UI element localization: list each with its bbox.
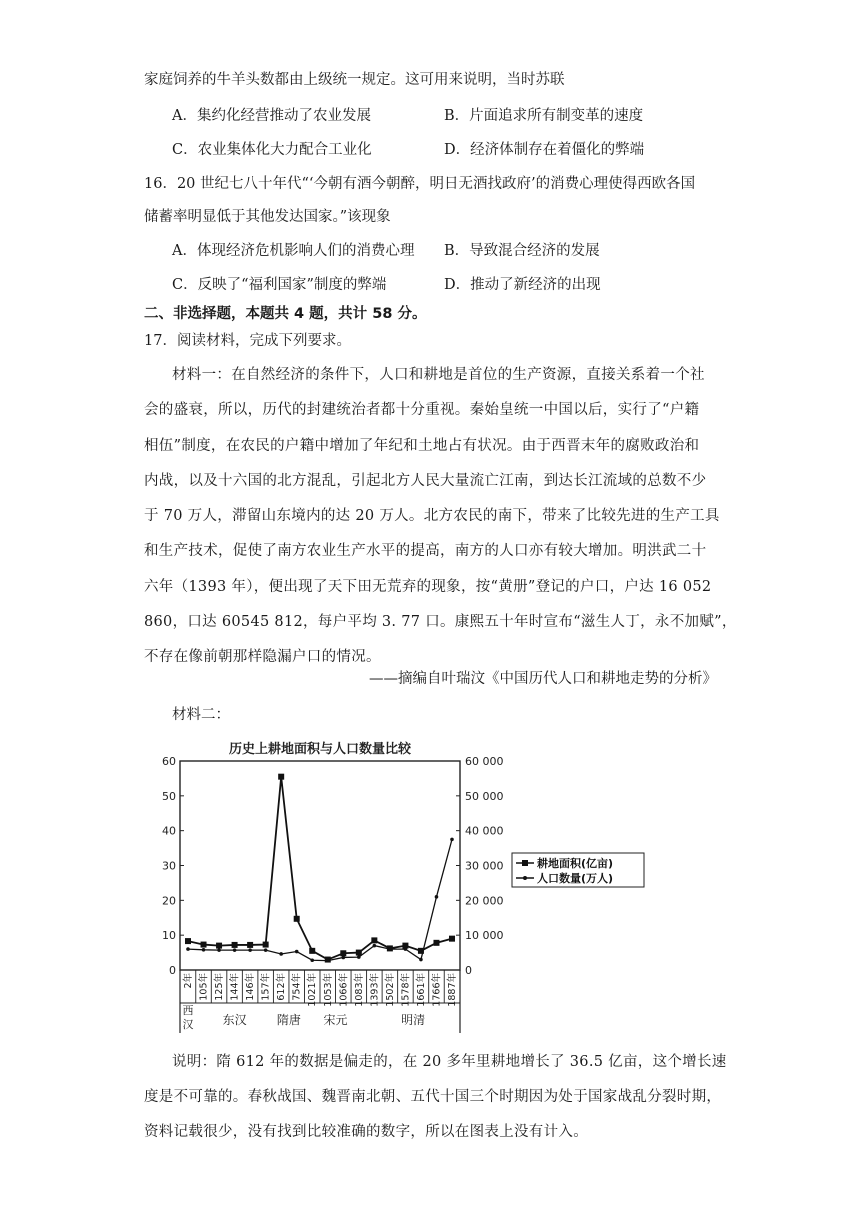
legend-label: 耕地面积(亿亩)	[537, 857, 614, 870]
material-line: 于 70 万人，滞留山东境内的达 20 万人。北方农民的南下，带来了比较先进的生产工具	[144, 508, 720, 524]
population-point	[279, 952, 283, 956]
q15-stem-tail: 家庭饲养的牛羊头数都由上级统一规定。这可用来说明，当时苏联	[144, 72, 565, 88]
period-label: 宋元	[323, 1013, 348, 1027]
x-tick-label: 1053年	[322, 973, 334, 1007]
farmland-point	[449, 936, 455, 942]
q16-option-b[interactable]: B．导致混合经济的发展	[444, 243, 600, 259]
period-label: 明清	[401, 1013, 426, 1027]
population-point	[310, 958, 314, 962]
right-tick-label: 50 000	[465, 789, 504, 803]
right-tick-label: 30 000	[465, 859, 504, 873]
x-tick-label: 1021年	[307, 973, 319, 1007]
q15-option-d[interactable]: D．经济体制存在着僵化的弊端	[444, 142, 645, 158]
x-tick-label: 1661年	[415, 973, 427, 1007]
note-line: 度是不可靠的。春秋战国、魏晋南北朝、五代十国三个时期因为处于国家战乱分裂时期，	[144, 1089, 722, 1105]
period-label: 东汉	[222, 1013, 247, 1027]
population-point	[341, 956, 345, 960]
right-tick-label: 10 000	[465, 929, 504, 943]
x-tick-label: 2年	[183, 973, 194, 989]
farmland-point	[247, 942, 253, 948]
material-line: 相伍”制度，在农民的户籍中增加了年纪和土地占有状况。由于西晋末年的腐败政治和	[144, 438, 700, 454]
material-line: 六年（1393 年），便出现了天下田无荒弃的现象，按“黄册”登记的户口，户达 16 052	[144, 579, 712, 595]
legend-marker	[523, 876, 527, 880]
right-tick-label: 0	[465, 964, 472, 977]
farmland-point	[433, 940, 439, 946]
population-point	[186, 947, 190, 951]
x-tick-label: 1066年	[338, 973, 350, 1007]
farmland-point	[232, 942, 238, 948]
population-point	[357, 955, 361, 959]
q16-option-c[interactable]: C．反映了“福利国家”制度的弊端	[172, 277, 387, 293]
population-point	[450, 838, 454, 842]
material-line: 不存在像前朝那样隐漏户口的情况。	[144, 649, 381, 665]
q15-option-c[interactable]: C．农业集体化大力配合工业化	[172, 142, 372, 158]
x-tick-label: 1502年	[384, 973, 396, 1007]
chart-title: 历史上耕地面积与人口数量比较	[228, 742, 412, 757]
material-line: 材料一：在自然经济的条件下，人口和耕地是首位的生产资源，直接关系着一个社	[172, 367, 705, 383]
population-point	[202, 948, 206, 952]
population-point	[404, 947, 408, 951]
series-line-farmland	[188, 777, 452, 960]
left-tick-label: 30	[162, 859, 176, 873]
farmland-point	[216, 943, 222, 949]
x-tick-label: 1766年	[431, 973, 443, 1007]
left-tick-label: 60	[162, 755, 176, 768]
x-tick-label: 1083年	[353, 973, 365, 1007]
material-line: 和生产技术，促使了南方农业生产水平的提高，南方的人口亦有较大增加。明洪武二十	[144, 543, 707, 559]
x-tick-label: 105年	[198, 973, 210, 1001]
left-tick-label: 20	[162, 894, 176, 908]
x-tick-label: 125年	[214, 973, 226, 1001]
population-point	[326, 959, 330, 963]
q16-option-d[interactable]: D．推动了新经济的出现	[444, 277, 601, 293]
section-heading: 二、非选择题，本题共 4 题，共计 58 分。	[144, 306, 427, 322]
farmland-point	[340, 950, 346, 956]
farmland-point	[263, 942, 269, 948]
x-tick-label: 144年	[229, 973, 241, 1001]
x-tick-label: 1578年	[400, 973, 412, 1007]
note-line: 说明：隋 612 年的数据是偏走的，在 20 多年里耕地增长了 36.5 亿亩，这个增长速	[172, 1054, 727, 1070]
farmland-point	[294, 916, 300, 922]
left-tick-label: 50	[162, 789, 176, 803]
farmland-point	[371, 937, 377, 943]
farmland-point	[356, 950, 362, 956]
x-tick-label: 612年	[276, 973, 288, 1001]
material-line: 860，口达 60545 812，每户平均 3. 77 口。康熙五十年时宣布“滋生人丁，永不加赋”，	[144, 614, 737, 630]
series-line-population	[188, 839, 452, 960]
x-tick-label: 157年	[260, 973, 272, 1001]
plot-frame	[180, 761, 460, 970]
material-line: 内战，以及十六国的北方混乱，引起北方人民大量流亡江南，到达长江流域的总数不少	[144, 473, 707, 489]
q16-stem-line2: 储蓄率明显低于其他发达国家。”该现象	[144, 209, 391, 225]
q15-option-b[interactable]: B．片面追求所有制变革的速度	[444, 108, 644, 124]
material-two-label: 材料二：	[172, 707, 230, 723]
population-point	[419, 958, 423, 962]
x-tick-label: 1393年	[369, 973, 381, 1007]
note-line: 资料记载很少，没有找到比较准确的数字，所以在图表上没有计入。	[144, 1124, 588, 1140]
farmland-point	[201, 942, 207, 948]
right-tick-label: 40 000	[465, 824, 504, 838]
farmland-point	[309, 948, 315, 954]
period-label: 汉	[182, 1018, 194, 1031]
q16-option-a[interactable]: A．体现经济危机影响人们的消费心理	[172, 243, 415, 259]
population-farmland-chart	[162, 735, 678, 1035]
population-point	[435, 895, 439, 899]
legend-label: 人口数量(万人)	[537, 872, 614, 885]
farmland-point	[185, 938, 191, 944]
left-tick-label: 0	[169, 964, 176, 977]
right-tick-label: 60 000	[465, 755, 504, 768]
population-point	[295, 950, 299, 954]
population-point	[248, 948, 252, 952]
q16-stem-line1: 16．20 世纪七八十年代“‘今朝有酒今朝醉，明日无酒找政府’的消费心理使得西欧各国	[144, 176, 696, 192]
period-label: 隋唐	[276, 1013, 301, 1027]
right-tick-label: 20 000	[465, 894, 504, 908]
material-line: 会的盛衰，所以，历代的封建统治者都十分重视。秦始皇统一中国以后，实行了“户籍	[144, 402, 700, 418]
q15-option-a[interactable]: A．集约化经营推动了农业发展	[172, 108, 371, 124]
x-tick-label: 754年	[291, 973, 303, 1001]
left-tick-label: 10	[162, 929, 176, 943]
population-point	[373, 944, 377, 948]
population-point	[388, 947, 392, 951]
material-source: ——摘编自叶瑞汶《中国历代人口和耕地走势的分析》	[369, 671, 717, 687]
x-tick-label: 1887年	[447, 973, 458, 1007]
period-label: 西	[182, 1004, 194, 1017]
left-tick-label: 40	[162, 824, 176, 838]
farmland-point	[278, 774, 284, 780]
population-point	[217, 948, 221, 952]
x-tick-label: 146年	[245, 973, 257, 1001]
population-point	[264, 948, 268, 952]
population-point	[233, 948, 237, 952]
legend-marker	[522, 860, 528, 866]
q17-stem: 17．阅读材料，完成下列要求。	[144, 333, 351, 349]
